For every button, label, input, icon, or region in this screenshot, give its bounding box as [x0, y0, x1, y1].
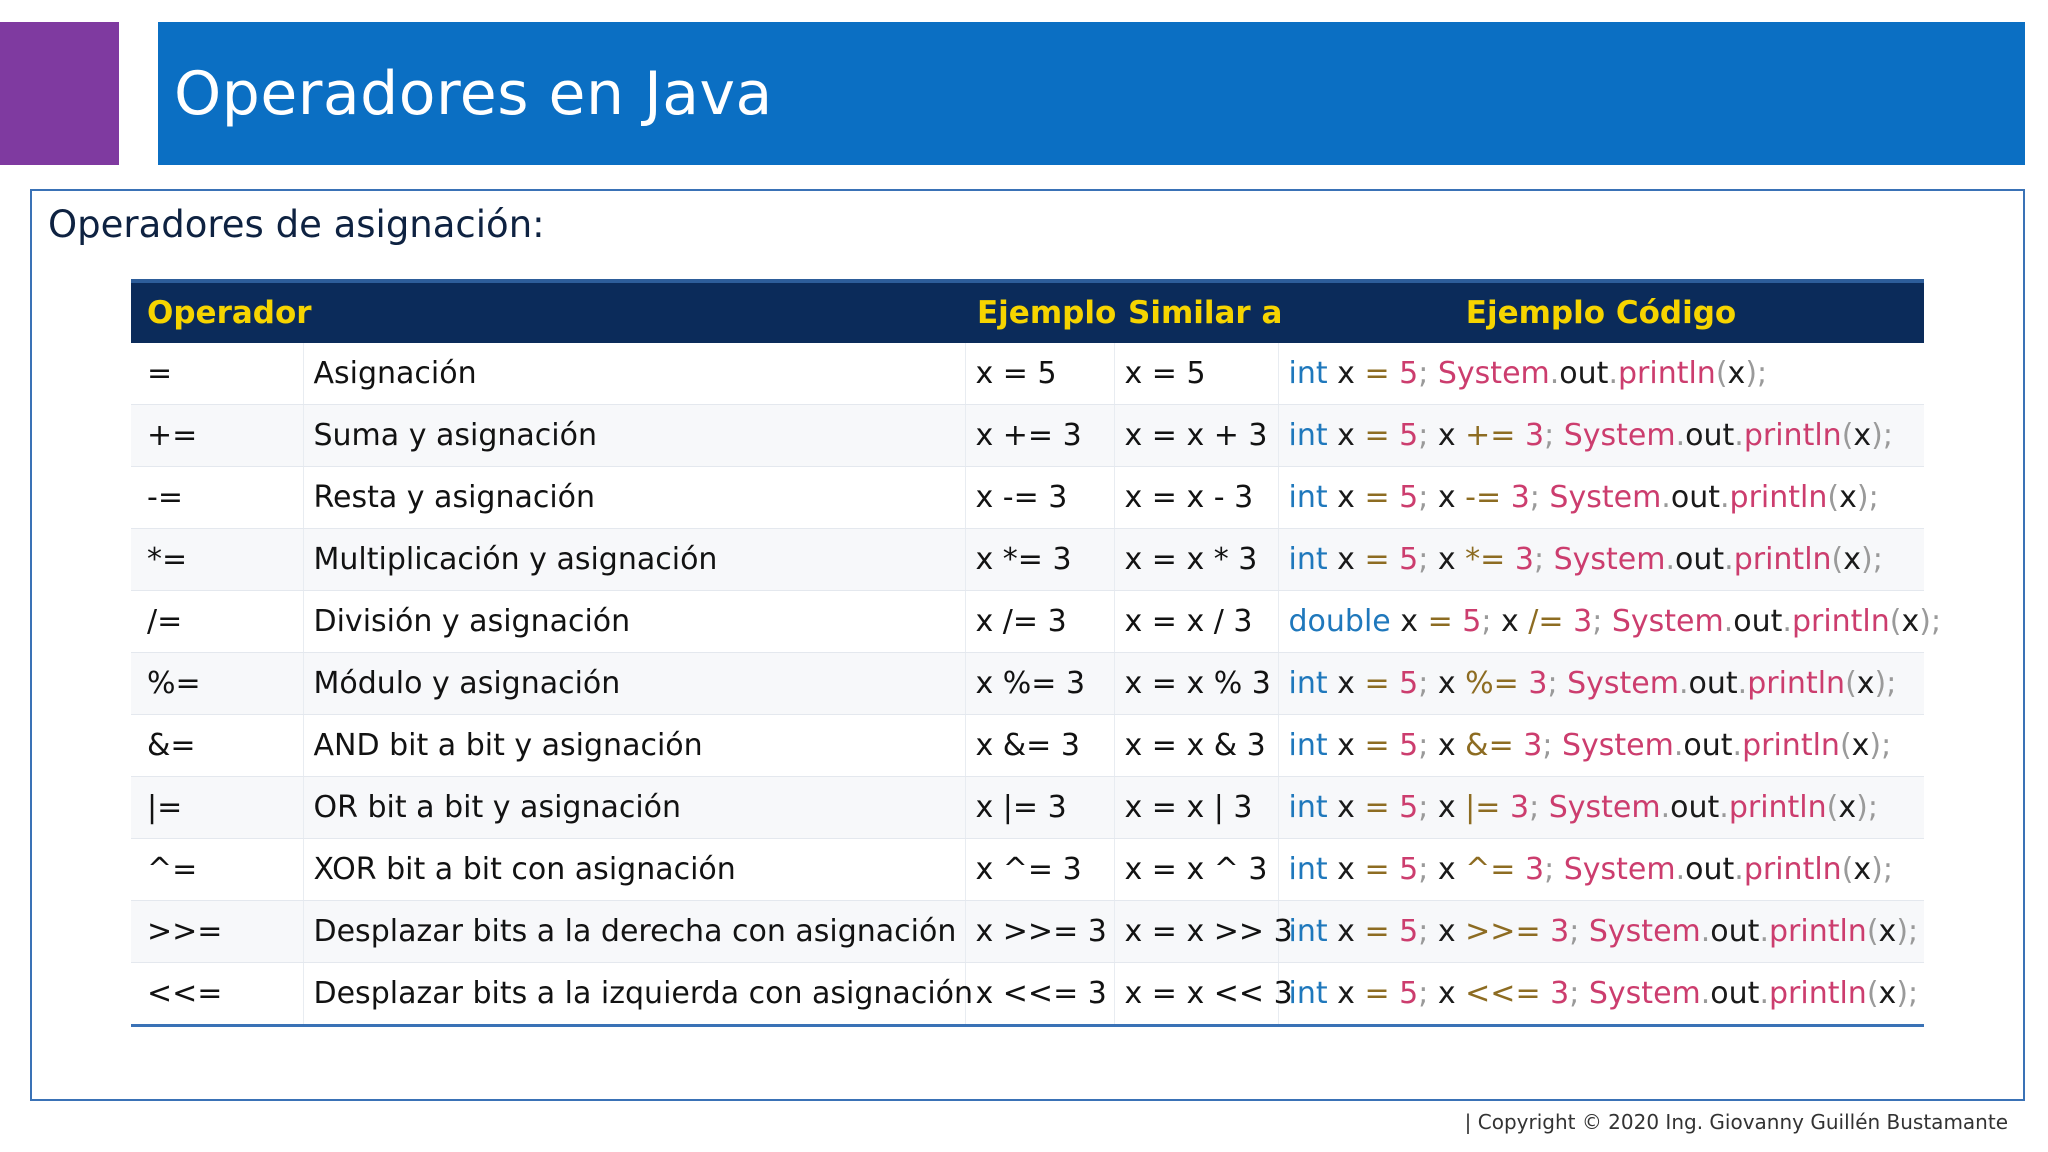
code-token: ;: [1418, 976, 1429, 1011]
code-token: 5: [1462, 604, 1482, 639]
code-token: int: [1288, 418, 1328, 453]
code-token: =: [1364, 542, 1390, 577]
code-token: println: [1768, 976, 1867, 1011]
similar-cell: x = x / 3: [1114, 591, 1278, 653]
code-token: .: [1665, 542, 1676, 577]
example-cell: x &= 3: [965, 715, 1114, 777]
similar-cell: x = x | 3: [1114, 777, 1278, 839]
code-token: =: [1364, 356, 1390, 391]
code-token: =: [1364, 790, 1390, 825]
code-token: %=: [1465, 666, 1519, 701]
code-token: );: [1861, 542, 1883, 577]
code-token: =: [1364, 480, 1390, 515]
code-token: .: [1759, 914, 1769, 949]
code-token: x: [1327, 790, 1365, 825]
code-token: x: [1428, 542, 1466, 577]
code-token: double: [1288, 604, 1391, 639]
description-cell: OR bit a bit y asignación: [303, 777, 965, 839]
code-token: /=: [1528, 604, 1564, 639]
code-token: [1519, 666, 1529, 701]
code-token: int: [1288, 914, 1328, 949]
description-cell: División y asignación: [303, 591, 965, 653]
code-token: ;: [1418, 852, 1429, 887]
code-token: [1501, 480, 1511, 515]
code-token: System: [1552, 728, 1674, 763]
code-token: [1390, 976, 1400, 1011]
code-token: x: [1839, 480, 1857, 515]
code-token: [1390, 418, 1400, 453]
code-token: out: [1710, 976, 1760, 1011]
code-token: x: [1727, 356, 1746, 391]
code-token: [1390, 790, 1400, 825]
code-token: [1453, 604, 1463, 639]
code-token: x: [1327, 356, 1365, 391]
table-row: [131, 343, 1924, 405]
code-token: 3: [1510, 480, 1530, 515]
code-token: .: [1723, 604, 1734, 639]
code-token: ;: [1418, 542, 1429, 577]
code-token: ;: [1544, 852, 1555, 887]
code-token: ;: [1418, 790, 1429, 825]
code-token: println: [1791, 604, 1890, 639]
code-token: ;: [1533, 542, 1545, 577]
code-token: int: [1288, 356, 1328, 391]
code-token: =: [1364, 976, 1390, 1011]
code-token: x: [1853, 852, 1872, 887]
table-row: [131, 901, 1924, 963]
code-token: (: [1889, 604, 1902, 639]
similar-cell: x = 5: [1114, 343, 1278, 405]
similar-cell: x = x - 3: [1114, 467, 1278, 529]
code-token: [1390, 480, 1400, 515]
code-token: );: [1869, 728, 1892, 763]
table-row: [131, 963, 1924, 1026]
table-row: [131, 405, 1924, 467]
code-token: |=: [1465, 790, 1501, 825]
code-token: x: [1327, 914, 1365, 949]
slide-title: Operadores en Java: [174, 58, 773, 129]
code-token: .: [1549, 356, 1560, 391]
operator-cell: %=: [131, 653, 303, 715]
description-cell: AND bit a bit y asignación: [303, 715, 965, 777]
code-token: out: [1675, 542, 1725, 577]
code-token: 3: [1573, 604, 1593, 639]
code-token: x: [1428, 790, 1466, 825]
code-token: [1541, 914, 1551, 949]
table-body: [131, 343, 1942, 1026]
header-example: Ejemplo: [965, 281, 1114, 343]
code-token: (: [1826, 790, 1839, 825]
code-cell: [1278, 901, 1924, 963]
code-token: ;: [1542, 728, 1553, 763]
operator-cell: <<=: [131, 963, 303, 1026]
code-token: [1564, 604, 1574, 639]
example-cell: x *= 3: [965, 529, 1114, 591]
code-token: println: [1743, 418, 1842, 453]
code-token: .: [1734, 852, 1744, 887]
code-token: int: [1288, 666, 1328, 701]
code-token: =: [1364, 914, 1390, 949]
code-token: (: [1827, 480, 1840, 515]
code-token: .: [1724, 542, 1734, 577]
code-token: ;: [1569, 976, 1580, 1011]
code-token: >>=: [1465, 914, 1541, 949]
operator-cell: -=: [131, 467, 303, 529]
code-token: println: [1733, 542, 1832, 577]
code-token: <<=: [1465, 976, 1541, 1011]
code-token: );: [1856, 790, 1878, 825]
code-token: out: [1733, 604, 1783, 639]
code-token: 5: [1399, 666, 1419, 701]
table-row: [131, 653, 1924, 715]
code-token: System: [1539, 480, 1662, 515]
code-token: x: [1327, 728, 1365, 763]
code-token: ;: [1418, 418, 1429, 453]
code-token: [1390, 914, 1400, 949]
example-cell: x += 3: [965, 405, 1114, 467]
code-token: 5: [1399, 542, 1419, 577]
code-token: System: [1539, 790, 1661, 825]
similar-cell: x = x + 3: [1114, 405, 1278, 467]
code-token: out: [1670, 790, 1720, 825]
table-row: [131, 467, 1924, 529]
code-token: x: [1428, 976, 1466, 1011]
code-token: System: [1579, 914, 1701, 949]
code-token: [1505, 542, 1515, 577]
code-token: [1515, 852, 1525, 887]
code-token: println: [1747, 666, 1846, 701]
code-cell: [1278, 963, 1924, 1026]
table-row: [131, 715, 1924, 777]
code-token: x: [1901, 604, 1920, 639]
code-token: 5: [1399, 852, 1419, 887]
description-cell: XOR bit a bit con asignación: [303, 839, 965, 901]
code-token: x: [1428, 666, 1466, 701]
example-cell: x %= 3: [965, 653, 1114, 715]
code-token: 3: [1525, 418, 1545, 453]
code-cell: [1278, 715, 1924, 777]
code-token: +=: [1465, 418, 1516, 453]
code-cell: [1278, 653, 1924, 715]
example-cell: x >>= 3: [965, 901, 1114, 963]
code-cell: [1278, 467, 1924, 529]
code-token: x: [1853, 418, 1872, 453]
code-token: );: [1745, 356, 1768, 391]
code-token: [1500, 790, 1510, 825]
similar-cell: x = x & 3: [1114, 715, 1278, 777]
similar-cell: x = x >> 3: [1114, 901, 1278, 963]
code-token: 3: [1550, 976, 1570, 1011]
code-token: &=: [1465, 728, 1514, 763]
code-token: 5: [1399, 356, 1419, 391]
code-token: x: [1878, 914, 1897, 949]
code-token: );: [1919, 604, 1942, 639]
section-title: Operadores de asignación:: [48, 203, 545, 246]
code-token: ;: [1418, 666, 1429, 701]
code-token: x: [1327, 480, 1365, 515]
header-operator: Operador: [131, 281, 965, 343]
code-token: [1514, 728, 1524, 763]
code-token: );: [1871, 852, 1893, 887]
code-token: [1541, 976, 1551, 1011]
code-token: out: [1685, 852, 1735, 887]
operator-cell: +=: [131, 405, 303, 467]
code-token: );: [1896, 914, 1919, 949]
code-token: ;: [1418, 356, 1429, 391]
code-token: .: [1732, 728, 1743, 763]
table-row: [131, 839, 1924, 901]
code-token: System: [1554, 418, 1676, 453]
code-token: out: [1683, 728, 1733, 763]
code-token: .: [1759, 976, 1769, 1011]
code-token: .: [1608, 356, 1618, 391]
code-token: 5: [1399, 418, 1419, 453]
description-cell: Desplazar bits a la izquierda con asignación: [303, 963, 965, 1026]
code-token: x: [1327, 542, 1365, 577]
code-token: .: [1673, 728, 1684, 763]
code-token: System: [1544, 542, 1666, 577]
code-token: x: [1851, 728, 1870, 763]
code-token: 5: [1399, 480, 1419, 515]
code-cell: [1278, 777, 1924, 839]
code-token: );: [1856, 480, 1879, 515]
code-token: .: [1700, 976, 1711, 1011]
code-token: System: [1602, 604, 1724, 639]
header-code: Ejemplo Código: [1278, 281, 1924, 343]
code-token: (: [1831, 542, 1844, 577]
example-cell: x <<= 3: [965, 963, 1114, 1026]
code-token: println: [1742, 728, 1840, 763]
code-token: x: [1428, 914, 1466, 949]
code-token: [1390, 728, 1400, 763]
code-token: println: [1729, 480, 1828, 515]
code-token: int: [1288, 480, 1328, 515]
code-token: x: [1878, 976, 1897, 1011]
copyright: | Copyright © 2020 Ing. Giovanny Guillén Bustamante: [1464, 1110, 2008, 1134]
code-token: );: [1874, 666, 1897, 701]
code-token: System: [1428, 356, 1550, 391]
code-token: (: [1715, 356, 1728, 391]
code-token: ;: [1418, 914, 1429, 949]
description-cell: Resta y asignación: [303, 467, 965, 529]
code-token: System: [1557, 666, 1679, 701]
example-cell: x ^= 3: [965, 839, 1114, 901]
table-header-row: [131, 281, 1924, 343]
description-cell: Módulo y asignación: [303, 653, 965, 715]
code-token: .: [1719, 790, 1729, 825]
code-cell: [1278, 591, 1942, 653]
code-token: =: [1364, 666, 1390, 701]
code-token: *=: [1465, 542, 1506, 577]
code-token: System: [1554, 852, 1676, 887]
code-token: .: [1782, 604, 1792, 639]
code-token: .: [1700, 914, 1711, 949]
description-cell: Suma y asignación: [303, 405, 965, 467]
accent-square: [0, 22, 119, 165]
code-token: 3: [1550, 914, 1570, 949]
code-token: (: [1841, 418, 1854, 453]
similar-cell: x = x % 3: [1114, 653, 1278, 715]
code-cell: [1278, 343, 1924, 405]
example-cell: x = 5: [965, 343, 1114, 405]
example-cell: x /= 3: [965, 591, 1114, 653]
similar-cell: x = x ^ 3: [1114, 839, 1278, 901]
code-token: out: [1670, 480, 1720, 515]
code-token: ;: [1544, 418, 1555, 453]
code-token: .: [1678, 666, 1689, 701]
code-token: ;: [1569, 914, 1580, 949]
code-token: =: [1427, 604, 1453, 639]
code-token: (: [1866, 976, 1879, 1011]
code-token: (: [1839, 728, 1852, 763]
code-token: x: [1428, 852, 1466, 887]
code-token: .: [1660, 790, 1671, 825]
code-token: ;: [1529, 480, 1540, 515]
table-row: [131, 777, 1924, 839]
code-token: [1390, 852, 1400, 887]
code-token: [1390, 542, 1400, 577]
code-token: println: [1768, 914, 1867, 949]
code-token: ;: [1529, 790, 1540, 825]
code-token: println: [1617, 356, 1716, 391]
code-token: [1390, 666, 1400, 701]
code-token: .: [1734, 418, 1744, 453]
code-token: int: [1288, 976, 1328, 1011]
code-token: 5: [1399, 728, 1419, 763]
code-token: [1515, 418, 1525, 453]
code-token: x: [1327, 976, 1365, 1011]
description-cell: Desplazar bits a la derecha con asignación: [303, 901, 965, 963]
code-cell: [1278, 529, 1924, 591]
code-token: (: [1845, 666, 1857, 701]
code-token: =: [1364, 852, 1390, 887]
code-token: 3: [1509, 790, 1530, 825]
code-token: System: [1579, 976, 1701, 1011]
code-token: x: [1428, 418, 1466, 453]
code-token: println: [1728, 790, 1827, 825]
code-token: ;: [1418, 728, 1429, 763]
code-token: [1390, 356, 1400, 391]
operator-cell: |=: [131, 777, 303, 839]
code-token: x: [1856, 666, 1875, 701]
example-cell: x -= 3: [965, 467, 1114, 529]
code-token: x: [1428, 480, 1466, 515]
code-token: int: [1288, 542, 1328, 577]
code-token: ;: [1418, 480, 1429, 515]
operator-cell: /=: [131, 591, 303, 653]
code-token: out: [1559, 356, 1609, 391]
code-token: int: [1288, 790, 1328, 825]
operator-cell: ^=: [131, 839, 303, 901]
operator-cell: >>=: [131, 901, 303, 963]
code-token: );: [1871, 418, 1893, 453]
code-token: 5: [1399, 914, 1419, 949]
code-token: 3: [1525, 852, 1545, 887]
code-token: x: [1843, 542, 1862, 577]
code-token: .: [1675, 852, 1686, 887]
title-bar: [158, 22, 2025, 165]
code-token: .: [1719, 480, 1730, 515]
code-token: x: [1390, 604, 1428, 639]
code-token: ;: [1481, 604, 1492, 639]
header-similar: Similar a: [1114, 281, 1278, 343]
code-token: println: [1743, 852, 1842, 887]
code-token: ;: [1592, 604, 1603, 639]
code-token: (: [1841, 852, 1854, 887]
code-token: int: [1288, 728, 1328, 763]
code-token: x: [1327, 666, 1365, 701]
table-row: [131, 591, 1924, 653]
code-token: (: [1866, 914, 1879, 949]
code-token: out: [1688, 666, 1738, 701]
code-token: x: [1327, 852, 1365, 887]
code-token: 5: [1399, 976, 1419, 1011]
table-row: [131, 529, 1924, 591]
code-token: ^=: [1465, 852, 1516, 887]
code-token: x: [1838, 790, 1857, 825]
code-token: .: [1737, 666, 1748, 701]
code-token: 5: [1399, 790, 1419, 825]
code-token: x: [1428, 728, 1466, 763]
similar-cell: x = x << 3: [1114, 963, 1278, 1026]
example-cell: x |= 3: [965, 777, 1114, 839]
code-token: out: [1710, 914, 1760, 949]
code-token: -=: [1465, 480, 1502, 515]
code-token: 3: [1528, 666, 1548, 701]
code-token: int: [1288, 852, 1328, 887]
operator-cell: =: [131, 343, 303, 405]
code-cell: [1278, 839, 1924, 901]
operator-cell: *=: [131, 529, 303, 591]
code-token: x: [1491, 604, 1529, 639]
description-cell: Asignación: [303, 343, 965, 405]
code-token: .: [1661, 480, 1671, 515]
operators-table: [131, 279, 1942, 1027]
description-cell: Multiplicación y asignación: [303, 529, 965, 591]
code-token: =: [1364, 728, 1390, 763]
code-cell: [1278, 405, 1924, 467]
code-token: out: [1685, 418, 1735, 453]
code-token: 3: [1514, 542, 1534, 577]
code-token: );: [1896, 976, 1919, 1011]
code-token: x: [1327, 418, 1365, 453]
code-token: ;: [1547, 666, 1558, 701]
code-token: 3: [1523, 728, 1543, 763]
operator-cell: &=: [131, 715, 303, 777]
content-box: [30, 189, 2025, 1101]
code-token: =: [1364, 418, 1390, 453]
similar-cell: x = x * 3: [1114, 529, 1278, 591]
code-token: .: [1675, 418, 1686, 453]
